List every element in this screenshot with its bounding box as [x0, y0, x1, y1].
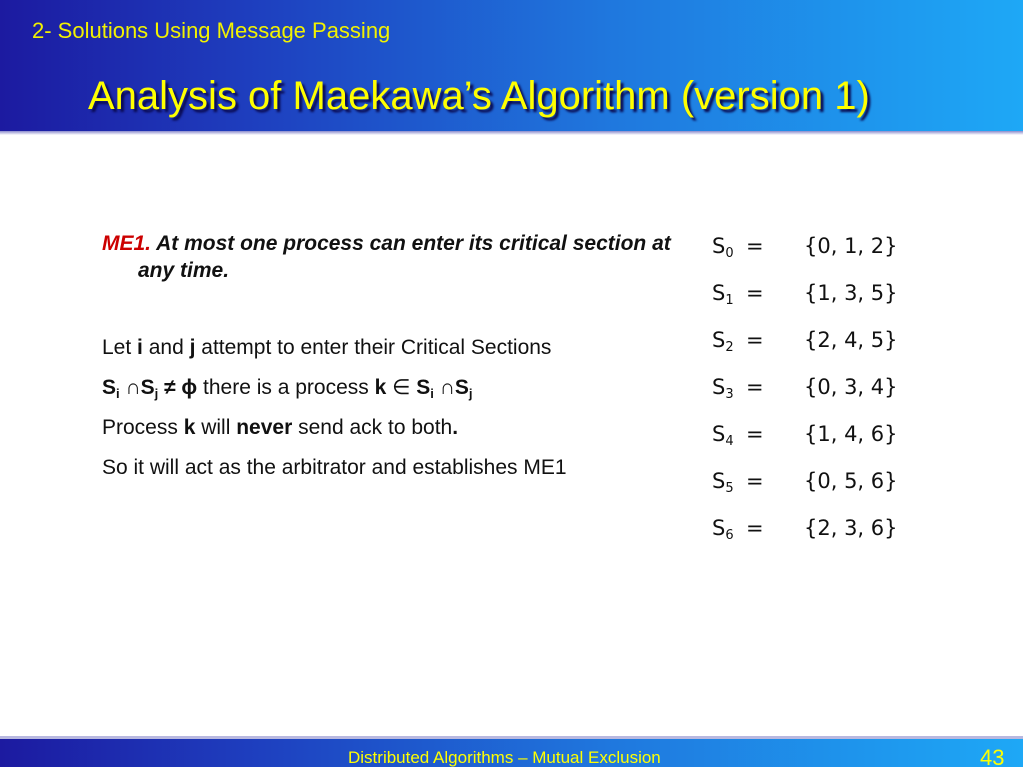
arbitrator-line: So it will act as the arbitrator and establishes ME1 — [102, 456, 567, 479]
set-index: 0 — [725, 246, 734, 261]
set-index: 3 — [725, 387, 734, 402]
set-name — [712, 422, 734, 449]
section-title: 2- Solutions Using Message Passing — [32, 18, 391, 43]
never-text-2: will — [195, 416, 237, 439]
set-letter: S — [712, 422, 726, 446]
equals-sign: = — [746, 328, 764, 352]
set-name — [712, 281, 734, 308]
element-of-symbol: ∈ — [386, 376, 417, 399]
equals-sign: = — [746, 422, 764, 446]
header-divider — [0, 131, 1023, 135]
intersection-line — [102, 370, 692, 410]
let-text-1: Let — [102, 336, 138, 359]
me1-statement — [102, 230, 692, 284]
never-word: never — [236, 416, 293, 439]
set-value: {1, 4, 6} — [804, 422, 898, 446]
var-k: k — [374, 376, 387, 399]
set-index: 1 — [725, 293, 734, 308]
set-value: {1, 3, 5} — [804, 281, 898, 305]
set-name — [712, 516, 734, 543]
set-value: {2, 4, 5} — [804, 328, 898, 352]
set-letter: S — [712, 516, 726, 540]
set-name — [712, 469, 734, 496]
set-index: 4 — [725, 434, 734, 449]
main-text — [102, 230, 692, 490]
var-k: k — [183, 416, 196, 439]
equals-sign: = — [746, 281, 764, 305]
footer-title: Distributed Algorithms – Mutual Exclusion — [348, 748, 661, 767]
let-text-2: and — [142, 336, 190, 359]
set-index: 2 — [725, 340, 734, 355]
set-sj: S — [140, 376, 155, 399]
set-letter: S — [712, 469, 726, 493]
never-text-3: send ack to both — [292, 416, 453, 439]
equals-sign: = — [746, 234, 764, 258]
set-letter: S — [712, 328, 726, 352]
me1-tag: ME1. — [102, 232, 152, 255]
var-i: i — [137, 336, 143, 359]
set-name — [712, 234, 734, 261]
set-name — [712, 328, 734, 355]
set-name — [712, 375, 734, 402]
set-si: S — [416, 376, 431, 399]
set-value: {0, 3, 4} — [804, 375, 898, 399]
set-value: {0, 1, 2} — [804, 234, 898, 258]
not-equal-symbol: ≠ — [158, 376, 182, 399]
set-value: {0, 5, 6} — [804, 469, 898, 493]
let-line — [102, 330, 692, 370]
set-value: {2, 3, 6} — [804, 516, 898, 540]
var-j: j — [189, 336, 196, 359]
set-si: S — [102, 376, 117, 399]
equals-sign: = — [746, 516, 764, 540]
set-index: 5 — [725, 481, 734, 496]
empty-set-symbol: ϕ — [181, 376, 198, 399]
set-letter: S — [712, 375, 726, 399]
intersect-symbol: ∩ — [125, 376, 141, 399]
process-text: there is a process — [197, 376, 375, 399]
never-line — [102, 410, 692, 450]
period: . — [452, 416, 459, 439]
me1-text: At most one process can enter its critical section at any time. — [138, 232, 671, 282]
set-index: 6 — [725, 528, 734, 543]
set-sj: S — [454, 376, 469, 399]
slide-title: Analysis of Maekawa’s Algorithm (version 1) — [88, 74, 870, 118]
set-letter: S — [712, 281, 726, 305]
sub-j: j — [154, 386, 159, 401]
page-number: 43 — [980, 745, 1005, 770]
equals-sign: = — [746, 469, 764, 493]
sub-j: j — [468, 386, 473, 401]
equals-sign: = — [746, 375, 764, 399]
let-text-3: attempt to enter their Critical Sections — [195, 336, 552, 359]
intersect-symbol: ∩ — [439, 376, 455, 399]
set-letter: S — [712, 234, 726, 258]
sub-i: i — [430, 386, 434, 401]
sub-i: i — [116, 386, 120, 401]
never-text-1: Process — [102, 416, 184, 439]
